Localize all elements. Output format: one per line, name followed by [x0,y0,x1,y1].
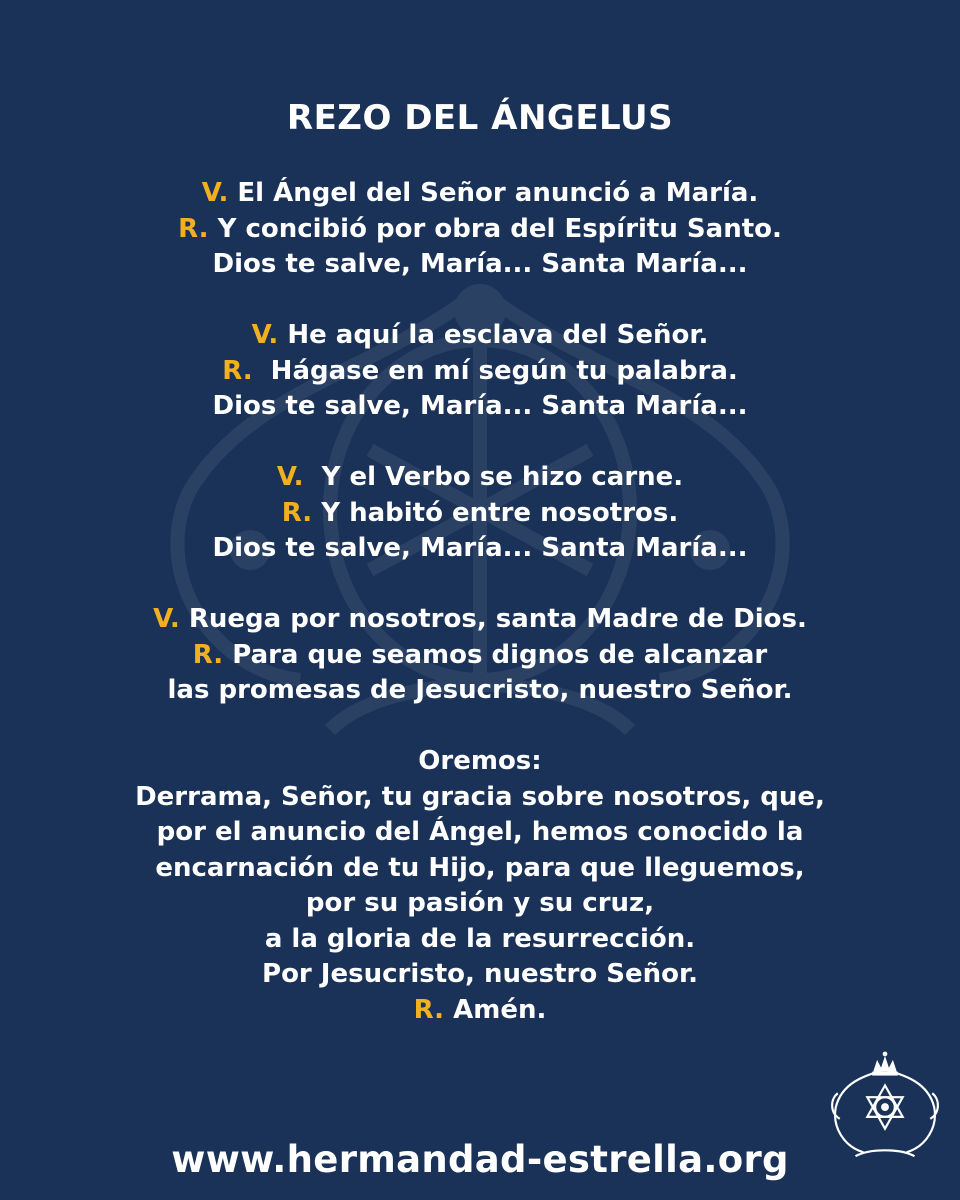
response-marker: R. [192,639,224,670]
prayer-body [0,176,960,1064]
line-text: Para que seamos dignos de alcanzar [223,639,768,670]
versicle-marker: V. [201,178,229,208]
line-text: Ruega por nosotros, santa Madre de Dios. [179,604,807,634]
stanza-1 [0,176,960,283]
brotherhood-crest-icon [826,1050,944,1168]
line-text: Y concibió por obra del Espíritu Santo. [208,213,782,244]
line-text: He aquí la esclava del Señor. [278,320,709,350]
oremos-heading: Oremos: [418,746,542,776]
prayer-line [0,389,960,425]
line-text: Dios te salve, María... Santa María... [212,391,748,421]
prayer-line: por el anuncio del Ángel, hemos conocido la [156,817,804,847]
response-marker: R. [178,213,209,244]
versicle-marker: V. [251,320,279,350]
line-text: Dios te salve, María... Santa María... [212,533,748,563]
line-text: las promesas de Jesucristo, nuestro Señor. [167,675,793,705]
closing-prayer [0,744,960,1028]
prayer-line [0,531,960,567]
line-text: Dios te salve, María... Santa María... [212,249,748,279]
prayer-line [0,247,960,283]
stanza-2 [0,318,960,425]
versicle-marker: V. [276,462,304,492]
versicle-marker: V. [153,604,180,634]
prayer-line [0,638,960,674]
line-text: Hágase en mí según tu palabra. [252,355,738,386]
prayer-line: por su pasión y su cruz, [305,888,655,918]
stanza-4 [0,602,960,709]
page-title: REZO DEL ÁNGELUS [286,98,674,138]
prayer-line [0,318,960,354]
prayer-line [0,602,960,638]
amen-line [0,993,960,1029]
response-marker: R. [222,355,253,386]
stanza-3 [0,460,960,567]
prayer-line: Por Jesucristo, nuestro Señor. [262,959,698,989]
prayer-line [0,673,960,709]
prayer-line [0,460,960,496]
line-text: Amén. [444,994,547,1025]
response-marker: R. [413,994,445,1025]
prayer-line [0,496,960,532]
line-text: Y el Verbo se hizo carne. [303,462,684,492]
prayer-line: encarnación de tu Hijo, para que lleguemos, [155,852,805,883]
prayer-line [0,212,960,248]
prayer-line: Derrama, Señor, tu gracia sobre nosotros, que, [135,781,825,812]
response-marker: R. [281,497,313,528]
prayer-line [0,354,960,390]
prayer-line: a la gloria de la resurrección. [264,923,696,954]
prayer-line [0,176,960,212]
line-text: Y habitó entre nosotros. [312,497,679,528]
website-url: www.hermandad-estrella.org [171,1138,789,1181]
line-text: El Ángel del Señor anunció a María. [228,178,759,208]
